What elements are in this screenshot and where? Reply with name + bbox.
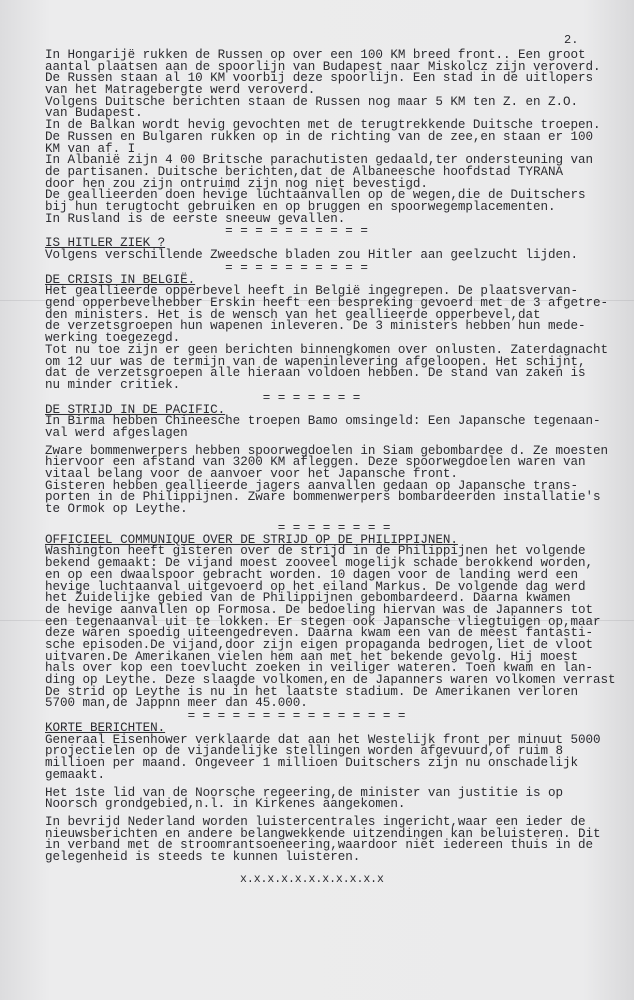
text-line: bij hun terugtocht gebruiken en op bruggen en spoorwegemplacementen. (45, 199, 556, 214)
section-heading: KORTE BERICHTEN. (45, 721, 166, 736)
text-line: dat de verzetsgroepen alle hieraan voldoen hebben. De stand van zaken is (45, 366, 586, 381)
text-line: in verband met de stroomrantsoeneering,waardoor niet iedereen thuis in de (45, 838, 594, 853)
text-line: hiervoor een afstand van 3200 KM afleggen. Deze spoorwegdoelen waren van (45, 455, 586, 470)
text-line: millioen per maand. Ongeveer 1 millioen Duitschers zijn nu onschadelijk (45, 756, 579, 771)
text-line: den ministers. Het is de wensch van het geallieerde opperbevel,dat (45, 307, 541, 322)
text-line: vitaal belang voor de aanvoer voor het Japansche front. (45, 467, 458, 481)
text-line: werking toegezegd. (45, 331, 181, 346)
text-line: Zware bommenwerpers hebben spoorwegdoelen in Siam gebombardee d. Ze moesten (45, 443, 609, 458)
text-line: Het geallieerde opperbevel heeft in België ingegrepen. De plaatsvervan- (45, 284, 579, 299)
text-line: Het 1ste lid van de Noorsche regeering,de minister van justitie is op (45, 785, 564, 800)
typewritten-document (45, 50, 634, 885)
section-separator: = = = = = = = = = = = = = = = (45, 709, 406, 724)
text-line: KM van af. I (45, 141, 136, 156)
text-line: nieuwsberichten en andere belangwekkende uitzendingen kan beluisteren. Dit (45, 826, 601, 841)
text-line: Tot nu toe zijn er geen berichten binnengkomen over onlusten. Zaterdagnacht (45, 342, 609, 357)
text-line: De Russen en Bulgaren rukken op in de richting van de zee,en staan er 100 (45, 129, 594, 144)
text-line: De geallieerden doen hevige luchtaanvallen op de wegen,die de Duitschers (45, 188, 586, 203)
text-line: nu minder critiek. (45, 377, 181, 392)
text-line: Washington heeft gisteren over de strijd in de Philippijnen het volgende (45, 544, 586, 559)
text-line: Volgens verschillende Zweedsche bladen zou Hitler aan geelzucht lijden. (45, 248, 579, 262)
text-line: De Russen staan al 10 KM voorbij deze spoorlijn. Een stad in de uitlopers (45, 71, 594, 86)
section-heading: DE CRISIS IN BELGIË. (45, 272, 196, 287)
text-line: In de Balkan wordt hevig gevochten met de terugtrekkende Duitsche troepen. (45, 118, 601, 133)
section-separator: = = = = = = = = (45, 520, 391, 535)
text-line: Generaal Eisenhower verklaarde dat aan het Westelijk front per minuut 5000 (45, 732, 601, 747)
section-heading: OFFICIEEL COMMUNIQUE OVER DE STRIJD OP DE PHILIPPIJNEN. (45, 532, 458, 547)
text-line: te Ormok op Leythe. (45, 502, 188, 517)
section-heading: IS HITLER ZIEK ? (45, 236, 166, 251)
text-line: van Budapest. (45, 106, 143, 121)
text-line: sche episoden.De vijand,door zijn eigen propaganda bedrogen,liet de vloot (45, 637, 594, 652)
text-line: porten in de Philippijnen. Zware bommenwerpers bombardeerden installatie's (45, 490, 601, 505)
text-line: een tegenaanval uit te lokken. Er stegen ook Japansche vliegtuigen op,maar (45, 614, 601, 629)
page-number: 2. (564, 33, 579, 47)
text-line: en op een dwaalspoor gebracht worden. 10 dagen voor de landing werd een (45, 567, 579, 582)
text-line: In Albanië zijn 4 00 Britsche parachutisten gedaald,ter ondersteuning van (45, 153, 594, 168)
text-line: Gisteren hebben geallieerde jagers aanvallen gedaan op Japansche trans- (45, 478, 579, 493)
section-separator: = = = = = = = = = = (45, 224, 368, 239)
text-line: de verzetsgroepen hun wapenen inleveren. De 3 ministers hebben hun mede- (45, 319, 586, 334)
text-line: de partisanen. Duitsche berichten,dat de Albaneesche hoofdstad TYRANA (45, 164, 564, 179)
text-line: In Birma hebben Chineesche troepen Bamo omsingeld: Een Japansche tegenaan- (45, 414, 601, 429)
text-line: 5700 man,de Jappnn meer dan 45.000. (45, 696, 308, 711)
text-line: de hevige aanvallen op Formosa. De bedoeling hiervan was de Japanners tot (45, 602, 594, 617)
text-line: om 12 uur was de termijn van de wapeninlevering afgeloopen. Het schijnt, (45, 354, 586, 369)
section-heading: DE STRIJD IN DE PACIFIC. (45, 402, 226, 417)
text-line: het Zuidelijke gebied van de Philippijnen gebombardeerd. Daarna kwamen (45, 591, 571, 606)
text-line: deze waren spoedig uiteengedreven. Daarna kwam een van de meest fantasti- (45, 626, 594, 641)
text-line: projectielen op de vijandelijke stellingen worden afgevuurd,of ruim 8 (45, 744, 564, 759)
text-line: hevige luchtaanval uitgevoerd op het eiland Markus. De volgende dag werd (45, 579, 586, 594)
text-line: ding op Leythe. Deze slaagde volkomen,en de Japanners waren volkomen verrast (45, 673, 616, 687)
text-line: In bevrijd Nederland worden luistercentrales ingericht,waar een ieder de (45, 814, 586, 829)
text-line: bekend gemaakt: De vijand moest zooveel mogelijk schade berokkend worden, (45, 556, 594, 571)
text-line: van het Matragebergte werd veroverd. (45, 83, 316, 98)
text-line: In Hongarijë rukken de Russen op over een 100 KM breed front.. Een groot (45, 48, 586, 62)
text-line: hals over kop een toevlucht zoeken in veiliger wateren. Toen kwam en lan- (45, 661, 594, 676)
text-line: gend opperbevelhebber Erskin heeft een bespreking gevoerd met de 3 afgetre- (45, 296, 609, 311)
text-line: gemaakt. (45, 767, 106, 782)
text-line: De strid op Leythe is nu in het laatste stadium. De Amerikanen verloren (45, 684, 579, 699)
section-separator: = = = = = = = (45, 390, 361, 405)
text-line: Volgens Duitsche berichten staan de Russen nog maar 5 KM ten Z. en Z.O. (45, 94, 579, 109)
text-line: Noorsch grondgebied,n.l. in Kirkenes aangekomen. (45, 797, 406, 812)
text-line: gelegenheid is steeds te kunnen luisteren. (45, 849, 361, 864)
section-separator: = = = = = = = = = = (45, 260, 368, 275)
text-line: uitvaren.De Amerikanen vielen hem aan met het bekende gevolg. Hij moest (45, 649, 579, 664)
text-line: aantal plaatsen aan de spoorlijn van Budapest naar Miskolcz zijn veroverd. (45, 59, 601, 74)
text-line: In Rusland is de eerste sneeuw gevallen. (45, 211, 346, 226)
text-line: door hen zou zijn ontruimd zijn nog niet bevestigd. (45, 176, 428, 191)
end-mark: x.x.x.x.x.x.x.x.x.x.x (240, 872, 384, 886)
text-line: val werd afgeslagen (45, 425, 188, 440)
